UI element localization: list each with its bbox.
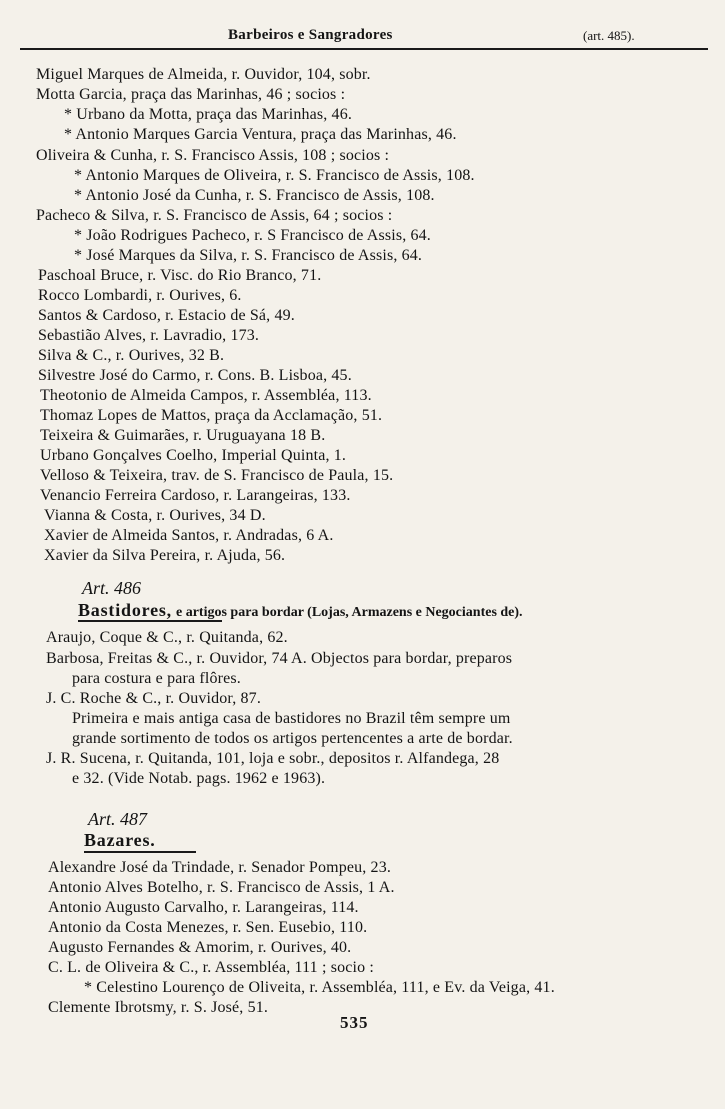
list-item: * José Marques da Silva, r. S. Francisco de Assis, 64. xyxy=(74,247,423,264)
list-item: * João Rodrigues Pacheco, r. S Francisco de Assis, 64. xyxy=(74,227,431,244)
list-item: Antonio Alves Botelho, r. S. Francisco de Assis, 1 A. xyxy=(48,879,395,896)
list-item: Antonio Augusto Carvalho, r. Larangeiras, 114. xyxy=(48,899,359,916)
list-item: C. L. de Oliveira & C., r. Assembléa, 111 ; socio : xyxy=(48,959,374,976)
list-item: Sebastião Alves, r. Lavradio, 173. xyxy=(38,327,260,344)
article-486-label: Art. 486 xyxy=(82,578,142,598)
running-header-article-ref: (art. 485). xyxy=(583,28,635,43)
list-item: Primeira e mais antiga casa de bastidores no Brazil têm sempre um xyxy=(72,710,511,727)
category-subtitle: e artigos para bordar (Lojas, Armazens e Negociantes de). xyxy=(175,605,523,620)
header-rule xyxy=(20,48,708,50)
list-item: e 32. (Vide Notab. pags. 1962 e 1963). xyxy=(72,770,326,787)
list-item: Thomaz Lopes de Mattos, praça da Acclamação, 51. xyxy=(40,407,383,424)
list-item: Venancio Ferreira Cardoso, r. Larangeiras, 133. xyxy=(40,487,351,504)
list-item: Paschoal Bruce, r. Visc. do Rio Branco, 71. xyxy=(38,267,322,284)
list-item: * Celestino Lourenço de Oliveita, r. Assembléa, 111, e Ev. da Veiga, 41. xyxy=(84,979,555,996)
page-number: 535 xyxy=(340,1013,369,1032)
list-item: Santos & Cardoso, r. Estacio de Sá, 49. xyxy=(38,307,295,324)
list-item: Araujo, Coque & C., r. Quitanda, 62. xyxy=(46,629,288,646)
list-item: Theotonio de Almeida Campos, r. Assembléa, 113. xyxy=(40,387,372,404)
category-title: Bastidores, xyxy=(78,600,172,620)
list-item: Pacheco & Silva, r. S. Francisco de Assis, 64 ; socios : xyxy=(36,207,393,224)
list-item: grande sortimento de todos os artigos pertencentes a arte de bordar. xyxy=(72,730,513,747)
list-item: Augusto Fernandes & Amorim, r. Ourives, 40. xyxy=(48,939,352,956)
list-item: Vianna & Costa, r. Ourives, 34 D. xyxy=(44,507,266,524)
list-item: Antonio da Costa Menezes, r. Sen. Eusebio, 110. xyxy=(48,919,368,936)
list-item: * Antonio Marques de Oliveira, r. S. Francisco de Assis, 108. xyxy=(74,167,475,184)
list-item: Rocco Lombardi, r. Ourives, 6. xyxy=(38,287,242,304)
list-item: para costura e para flôres. xyxy=(72,670,241,687)
list-item: J. C. Roche & C., r. Ouvidor, 87. xyxy=(46,690,261,707)
list-item: Xavier de Almeida Santos, r. Andradas, 6 A. xyxy=(44,527,334,544)
list-item: Alexandre José da Trindade, r. Senador Pompeu, 23. xyxy=(48,859,392,876)
category-rule xyxy=(78,620,222,622)
category-rule xyxy=(84,851,196,853)
list-item: * Antonio José da Cunha, r. S. Francisco de Assis, 108. xyxy=(74,187,435,204)
list-item: Clemente Ibrotsmy, r. S. José, 51. xyxy=(48,999,269,1016)
article-487-label: Art. 487 xyxy=(88,809,148,829)
list-item: Xavier da Silva Pereira, r. Ajuda, 56. xyxy=(44,547,286,564)
list-item: Urbano Gonçalves Coelho, Imperial Quinta, 1. xyxy=(40,447,347,464)
category-heading-bastidores xyxy=(78,600,523,621)
list-item: Barbosa, Freitas & C., r. Ouvidor, 74 A. Objectos para bordar, preparos xyxy=(46,650,513,667)
list-item: J. R. Sucena, r. Quitanda, 101, loja e sobr., depositos r. Alfandega, 28 xyxy=(46,750,500,767)
category-heading-bazares xyxy=(84,830,156,851)
list-item: * Urbano da Motta, praça das Marinhas, 46. xyxy=(64,106,352,123)
list-item: Miguel Marques de Almeida, r. Ouvidor, 104, sobr. xyxy=(36,66,371,83)
list-item: Silvestre José do Carmo, r. Cons. B. Lisboa, 45. xyxy=(38,367,352,384)
list-item: * Antonio Marques Garcia Ventura, praça das Marinhas, 46. xyxy=(64,126,457,143)
list-item: Oliveira & Cunha, r. S. Francisco Assis, 108 ; socios : xyxy=(36,147,390,164)
list-item: Teixeira & Guimarães, r. Uruguayana 18 B. xyxy=(40,427,326,444)
list-item: Motta Garcia, praça das Marinhas, 46 ; socios : xyxy=(36,86,346,103)
list-item: Silva & C., r. Ourives, 32 B. xyxy=(38,347,225,364)
running-header-title: Barbeiros e Sangradores xyxy=(228,27,393,43)
category-title: Bazares. xyxy=(84,830,156,850)
list-item: Velloso & Teixeira, trav. de S. Francisco de Paula, 15. xyxy=(40,467,394,484)
